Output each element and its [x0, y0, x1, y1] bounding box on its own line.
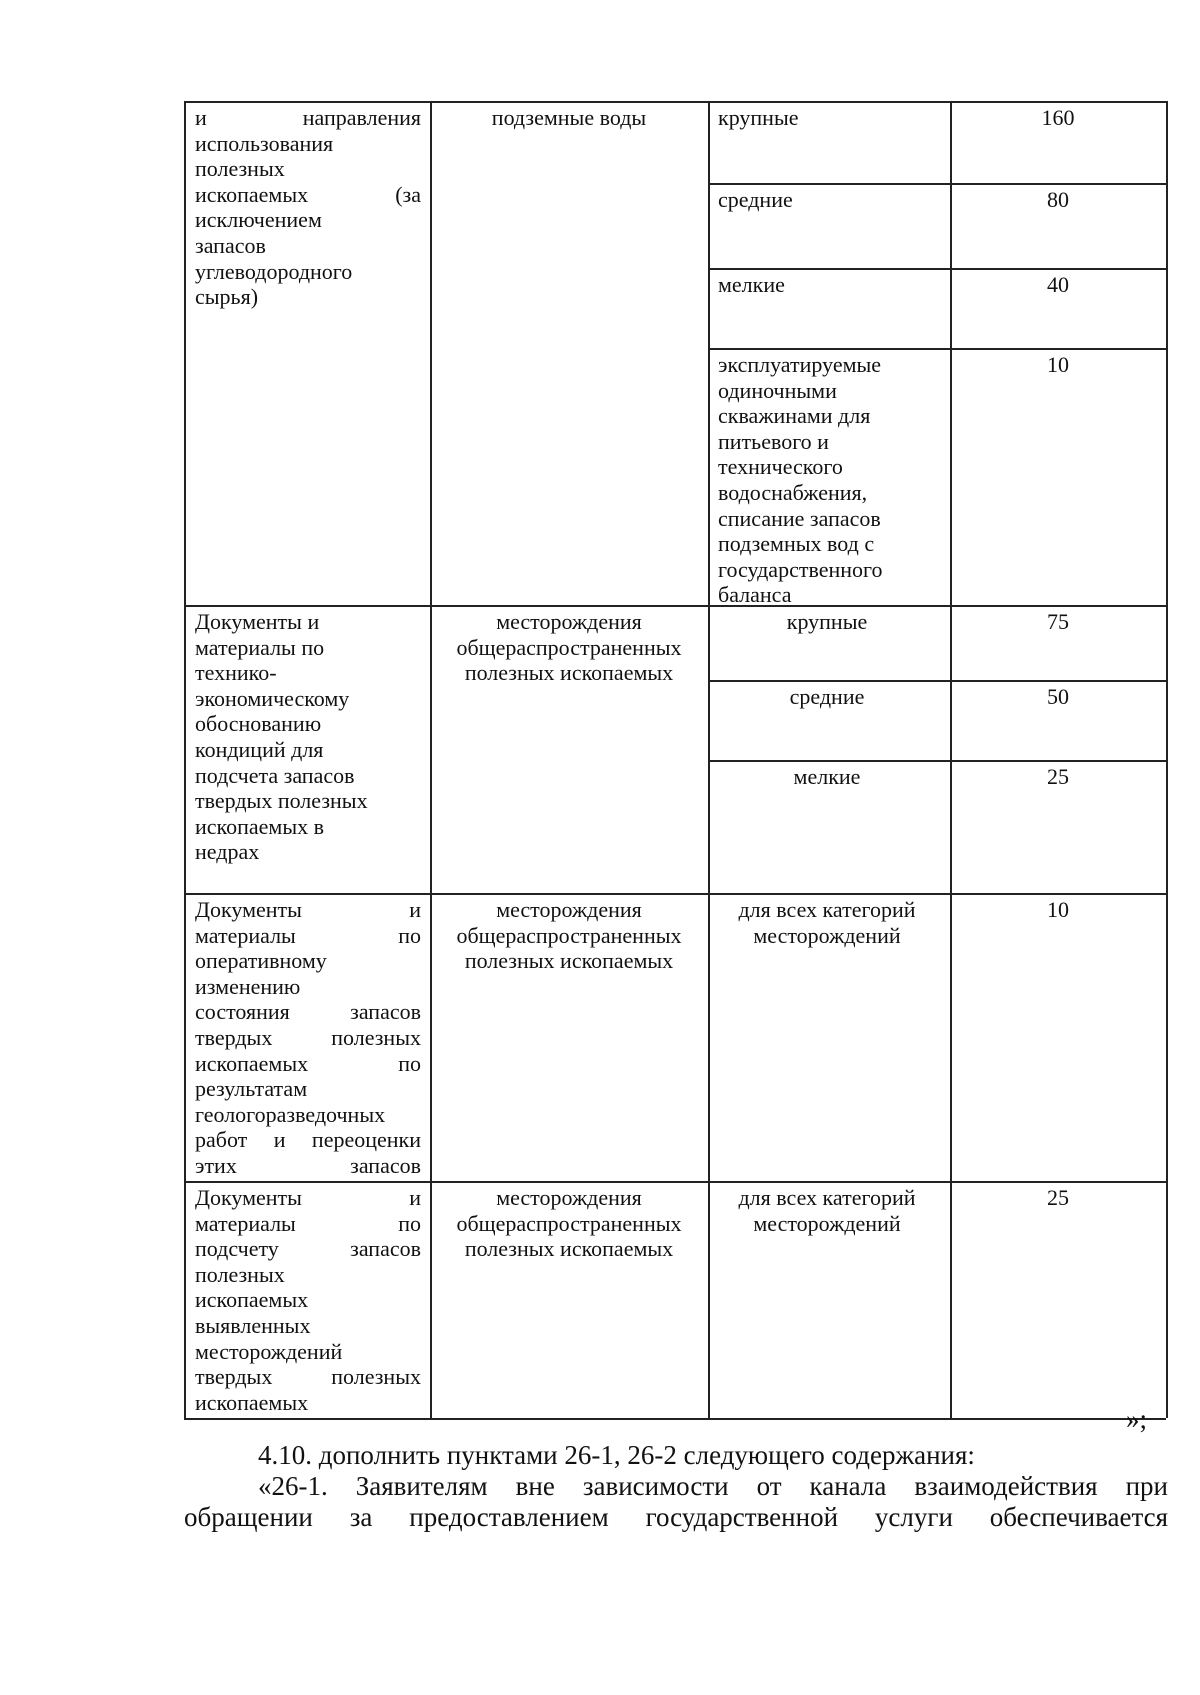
cell-word: материалы — [195, 1210, 296, 1236]
cell-text-line: питьевого и — [718, 428, 829, 454]
cell-text-line: месторождений — [753, 922, 901, 948]
cell-text-line — [195, 1211, 421, 1237]
category-cell — [718, 187, 948, 213]
fee-value-cell: 75 — [1047, 609, 1069, 634]
cell-text-line: недрах — [195, 839, 260, 865]
category-cell — [712, 897, 942, 948]
table-subrow-line — [708, 680, 1166, 682]
deposit-type-cell — [434, 897, 704, 974]
cell-word: и — [409, 897, 421, 922]
cell-text-line: водоснабжения, — [718, 479, 868, 505]
fee-value-cell: 25 — [1047, 764, 1069, 789]
cell-text-line: твердых полезных — [195, 788, 368, 814]
cell-text-line — [195, 1185, 421, 1211]
cell-word: (за — [395, 181, 421, 207]
cell-text-line: крупные — [786, 609, 868, 634]
cell-text-line: изменению — [195, 973, 301, 999]
cell-text-line — [195, 105, 421, 131]
cell-text-line: баланса — [718, 582, 792, 608]
cell-text-line: использования — [195, 130, 334, 156]
cell-word: и — [409, 1185, 421, 1210]
cell-text-line: выявленных — [195, 1312, 311, 1338]
cell-text-line: Документы и — [195, 609, 320, 634]
cell-text-line: оперативному — [195, 948, 327, 974]
fee-value-cell: 160 — [1041, 105, 1075, 130]
category-cell — [712, 1185, 942, 1236]
cell-text-line: запасов — [195, 232, 266, 258]
cell-text-line: для всех категорий — [738, 1185, 916, 1210]
cell-text-line: средние — [718, 187, 793, 212]
cell-text-line: подземных вод с — [718, 531, 875, 557]
cell-text-line: полезных ископаемых — [464, 1236, 674, 1262]
cell-text-line — [195, 182, 421, 208]
cell-text-line — [195, 923, 421, 949]
category-cell — [712, 609, 942, 635]
cell-word: запасов — [350, 1236, 421, 1262]
cell-text-line — [195, 1025, 421, 1051]
cell-word: полезных — [331, 1024, 421, 1050]
cell-word: подсчету — [195, 1236, 279, 1262]
cell-text-line: полезных — [195, 156, 285, 182]
cell-text-line — [195, 1051, 421, 1077]
document-type-cell — [195, 897, 421, 1179]
cell-word: ископаемых — [195, 1050, 309, 1076]
cell-text-line: месторождений — [195, 1338, 343, 1364]
table-subrow-line — [708, 268, 1166, 270]
category-cell — [712, 684, 942, 710]
cell-text-line: исключением — [195, 207, 322, 233]
cell-text-line: технического — [718, 454, 843, 480]
cell-word: твердых — [195, 1364, 273, 1390]
cell-text-line — [195, 1127, 421, 1153]
table-vertical-line — [430, 101, 432, 1418]
cell-word: переоценки — [311, 1127, 421, 1153]
cell-word: твердых — [195, 1024, 273, 1050]
document-type-cell — [195, 1185, 421, 1415]
cell-text-line: обоснованию — [195, 711, 322, 737]
category-cell — [718, 352, 948, 608]
cell-text-line: геологоразведочных — [195, 1101, 386, 1127]
table-subrow-line — [708, 348, 1166, 350]
cell-text-line — [195, 897, 421, 923]
cell-word: и — [273, 1127, 286, 1153]
cell-text-line: мелкие — [718, 272, 785, 297]
category-cell — [718, 272, 948, 298]
category-cell — [712, 764, 942, 790]
cell-word: запасов — [350, 999, 421, 1025]
table-row-line — [184, 1181, 1166, 1183]
deposit-type-cell — [434, 609, 704, 686]
document-type-cell — [195, 105, 421, 310]
cell-word: Документы — [195, 897, 302, 922]
cell-word: этих — [195, 1152, 237, 1178]
cell-text-line: общераспространенных — [456, 922, 682, 948]
amendment-text-line-2: обращении за предоставлением государственной услуги обеспечивается — [184, 1502, 1168, 1532]
cell-text-line: экономическому — [195, 685, 350, 711]
amendment-heading: 4.10. дополнить пунктами 26-1, 26-2 следующего содержания: — [258, 1440, 975, 1470]
cell-text-line: государственного — [718, 556, 883, 582]
table-row-line — [184, 101, 1166, 103]
cell-word: работ — [195, 1127, 248, 1153]
cell-text-line: ископаемых в — [195, 813, 325, 839]
cell-text-line: сырья) — [195, 284, 259, 310]
amendment-text-line-1: «26-1. Заявителям вне зависимости от канала взаимодействия при — [258, 1471, 1168, 1501]
cell-text-line: месторождения — [496, 1185, 642, 1210]
cell-text-line: углеводородного — [195, 258, 353, 284]
cell-text-line — [195, 999, 421, 1025]
cell-text-line: общераспространенных — [456, 634, 682, 660]
cell-text-line: месторождения — [496, 897, 642, 922]
fee-value-cell: 80 — [1047, 187, 1069, 212]
cell-text-line: кондиций для — [195, 736, 324, 762]
cell-word: полезных — [331, 1364, 421, 1390]
deposit-type-cell — [434, 1185, 704, 1262]
table-row-line — [184, 1418, 1166, 1420]
table-vertical-line — [1166, 101, 1168, 1418]
table-subrow-line — [708, 183, 1166, 185]
cell-text-line: одиночными — [718, 377, 837, 403]
deposit-type-cell — [434, 105, 704, 131]
cell-text-line: ископаемых — [195, 1287, 309, 1313]
cell-text-line: эксплуатируемые — [718, 352, 882, 377]
cell-word: Документы — [195, 1185, 302, 1210]
cell-text-line: результатам — [195, 1076, 308, 1102]
cell-text-line: полезных ископаемых — [464, 660, 674, 686]
cell-text-line: материалы по — [195, 634, 325, 660]
cell-text-line — [195, 1153, 421, 1179]
document-type-cell — [195, 609, 421, 865]
fee-value-cell: 40 — [1047, 272, 1069, 297]
cell-word: направления — [302, 105, 421, 130]
table-subrow-line — [708, 760, 1166, 762]
cell-text-line: средние — [789, 684, 865, 709]
table-row-line — [184, 605, 1166, 607]
cell-word: запасов — [350, 1152, 421, 1178]
cell-word: и — [195, 105, 207, 130]
closing-quote: »; — [1126, 1404, 1148, 1434]
cell-word: по — [398, 1050, 421, 1076]
table-vertical-line — [184, 101, 186, 1418]
cell-text-line: для всех категорий — [738, 897, 916, 922]
cell-word: состояния — [195, 999, 290, 1025]
category-cell — [718, 105, 948, 131]
cell-text-line: подсчета запасов — [195, 762, 355, 788]
table-row-line — [184, 893, 1166, 895]
cell-text-line: крупные — [718, 105, 799, 130]
cell-text-line: месторождений — [753, 1210, 901, 1236]
cell-text-line: полезных ископаемых — [464, 948, 674, 974]
fee-value-cell: 10 — [1047, 897, 1069, 922]
cell-text-line — [195, 1364, 421, 1390]
cell-text-line: полезных — [195, 1261, 285, 1287]
cell-text-line — [195, 1236, 421, 1262]
cell-text-line: технико- — [195, 660, 277, 686]
fee-value-cell: 10 — [1047, 352, 1069, 377]
cell-word: по — [398, 1210, 421, 1236]
fee-value-cell: 50 — [1047, 684, 1069, 709]
cell-text-line: общераспространенных — [456, 1210, 682, 1236]
cell-text-line: мелкие — [793, 764, 861, 789]
cell-text-line: месторождения — [496, 609, 642, 634]
cell-word: материалы — [195, 922, 296, 948]
cell-text-line: списание запасов — [718, 505, 881, 531]
cell-text-line: скважинами для — [718, 403, 871, 429]
cell-word: ископаемых — [195, 181, 309, 207]
cell-word: по — [398, 922, 421, 948]
fee-value-cell: 25 — [1047, 1185, 1069, 1210]
cell-text-line: ископаемых — [195, 1389, 309, 1415]
cell-text-line: подземные воды — [491, 105, 647, 130]
